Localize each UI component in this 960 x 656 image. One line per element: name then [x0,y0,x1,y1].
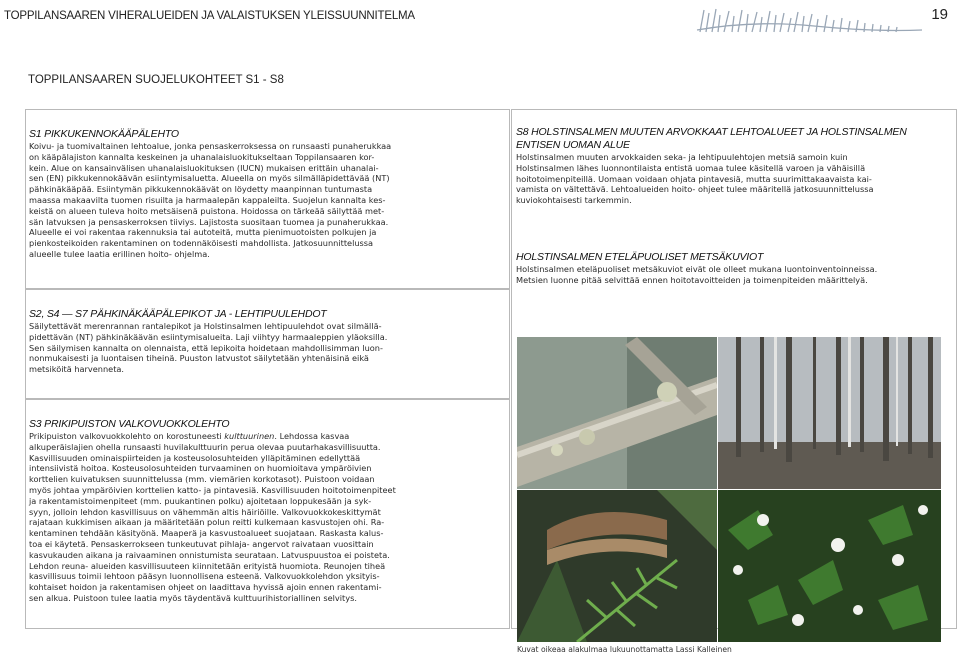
photo-caption: Kuvat oikeaa alakulmaa lukuunottamatta Lassi Kalleinen [517,645,732,654]
document-header-title: TOPPILANSAAREN VIHERALUEIDEN JA VALAISTUKSEN YLEISSUUNNITELMA [4,10,415,22]
s2-heading: S2, S4 — S7 PÄHKINÄKÄÄPÄLEPIKOT JA - LEHTIPUULEHDOT [29,308,327,320]
s3-heading: S3 PRIKIPUISTON VALKOVUOKKOLEHTO [29,418,230,430]
s8-body: Holstinsalmen muuten arvokkaiden seka- ja lehtipuulehtojen metsiä samoin kuin Holstinsalmen lähes luonnontilaista entistä uomaa tulee käsitellä varoen ja vähäisillä hoitotoimenpiteillä. Uomaan voidaan ohjata pintavesiä, mutta suurimittakaavaista kai- vamista on vältettävä. Lehtoalueiden hoito- ohjeet tulee määritellä jatkosuunnittelussa kuviokohtaisesti tarkemmin. [516,152,874,206]
s8-section [516,126,941,206]
s1-body: Koivu- ja tuomivaltainen lehtoalue, jonka pensaskerroksessa on runsaasti punaherukkaa on kääpälajiston kannalta keskeinen ja uhanalaisluokitukseltaan Toppilansaaren kor- kein. Alue on kansainvälisen uhanalaisluokituksen (IUCN) mukaisen erittäin uhanalai- sen (EN) pikkukennokäävän esiintymisaluetta. Alueella on myös silmälläpidettävää (NT) pähkinäkääpää. Esiintymän pikkukennokäävät on löydetty maanpinnan tuntumasta maassa makaavilta tuomen risuilta ja harmaalepän kappaleilta. Suojelun kannalta kes- keistä on alueen tuleva hoito metsäisenä puistona. Hoidossa on tärkeää säilyttää met- sän latvuksen ja pensaskerroksen tiiviys. Lajistosta suositaan tuomea ja punaherukkaa. Alueelle ei voi rakentaa rakennuksia tai autoteitä, mutta pienimuotoisten polkujen ja pienkosteikoiden rakentaminen on todennäköisesti mahdollista. Jatkosuunnittelussa alueelle tulee laatia erillinen hoito- ohjelma. [29,141,392,259]
holstinsalmen-body: Holstinsalmen eteläpuoliset metsäkuviot eivät ole olleet mukana luontoinventoinneissa. Metsien luonne pitää selvittää ennen hoitotavoitteiden ja toimenpiteiden määrittelyä. [516,264,878,285]
holstinsalmen-heading: HOLSTINSALMEN ETELÄPUOLISET METSÄKUVIOT [516,251,764,263]
s2-section [25,289,510,399]
s1-section [25,109,510,289]
section-subtitle: TOPPILANSAAREN SUOJELUKOHTEET S1 - S8 [28,74,284,86]
holstinsalmen-section [516,251,941,286]
winter-birch-forest-photo [718,337,941,489]
s1-heading: S1 PIKKUKENNOKÄÄPÄLEHTO [29,128,179,140]
s8-heading: S8 HOLSTINSALMEN MUUTEN ARVOKKAAT LEHTOALUEET JA HOLSTINSALMEN ENTISEN UOMAN ALUE [516,126,907,151]
bracket-fungus-and-fern-photo [517,490,717,642]
s3-body-emphasis: kulttuurinen [224,431,275,441]
s3-body-start: Prikipuiston valkovuokkolehto on korostuneesti [29,431,225,441]
branch-with-lichen-photo [517,337,717,489]
reed-logo-icon [694,6,924,34]
s3-body [29,431,506,604]
s2-body: Säilytettävät merenrannan rantalepikot ja Holstinsalmen lehtipuulehdot ovat silmällä- pidettävän (NT) pähkinäkäävän esiintymisalueita. Laji viihtyy harmaaleppien yläoksilla. Sen säilymisen kannalta on olennaista, että lepikoita hoidetaan mahdollisimman luon- nonmukaisesti ja luontaisen tiheinä. Puuston latvustot säilytetään yhtenäisinä eikä metsiköitä harvenneta. [29,321,388,375]
s3-section [25,399,510,629]
s3-body-rest: . Lehdossa kasvaa alkuperäislajien ohella runsaasti huvilakulttuurin perua olevaa puutarhakasvillisuutta. Kasvillisuuden ominaispiirteiden ja kosteusolosuhteiden ylläpitäminen edellyttää intensiivistä hoitoa. Kosteusolosuhteiden turvaaminen on huomioitava ympäröivien korttelien kuivatuksen suunnittelussa (mm. viemärien korkotasot). Puistoon voidaan myös johtaa ympäröivien korttelien katto- ja pintavesiä. Kasvillisuuden hoitotoimenpiteet ja rakentamistoimenpiteet (mm. puukantinen polku) ajoitetaan loppukesään ja syk- syyn, jolloin lehdon kasvillisuus on vähemmän altis häiriöille. Valkovuokkokeskittymät rajataan kukkimisen aikaan ja määritetään polun reitti kulkemaan kasvustojen ohi. Ra- kentaminen tehdään käsityönä. Maaperä ja kasvustoalueet suojataan. Raskasta kalus- toa ei käytetä. Pensaskerrokseen tunkeutuvat pihlaja- angervot raivataan vuosittain kasvukauden aikana ja raivaaminen onnistumista seurataan. Latvuspuustoa ei poisteta. Lehdon reuna- alueiden kasvillisuuteen kiinnitetään erityistä huomiota. Reunojen tiheä kasvillisuus toimii lehtoon pääsyn luonnollisena esteenä. Valkovuokkolehdon yksityis- kohtaiset hoidon ja rakentamisen ohjeet on laadittava hyvissä ajoin ennen rakentami- sen alkua. Puistoon tulee laatia myös täydentävä kulttuurihistoriallinen selvitys. [29,431,396,603]
wood-anemone-photo [718,490,941,642]
page-number: 19 [931,6,948,23]
